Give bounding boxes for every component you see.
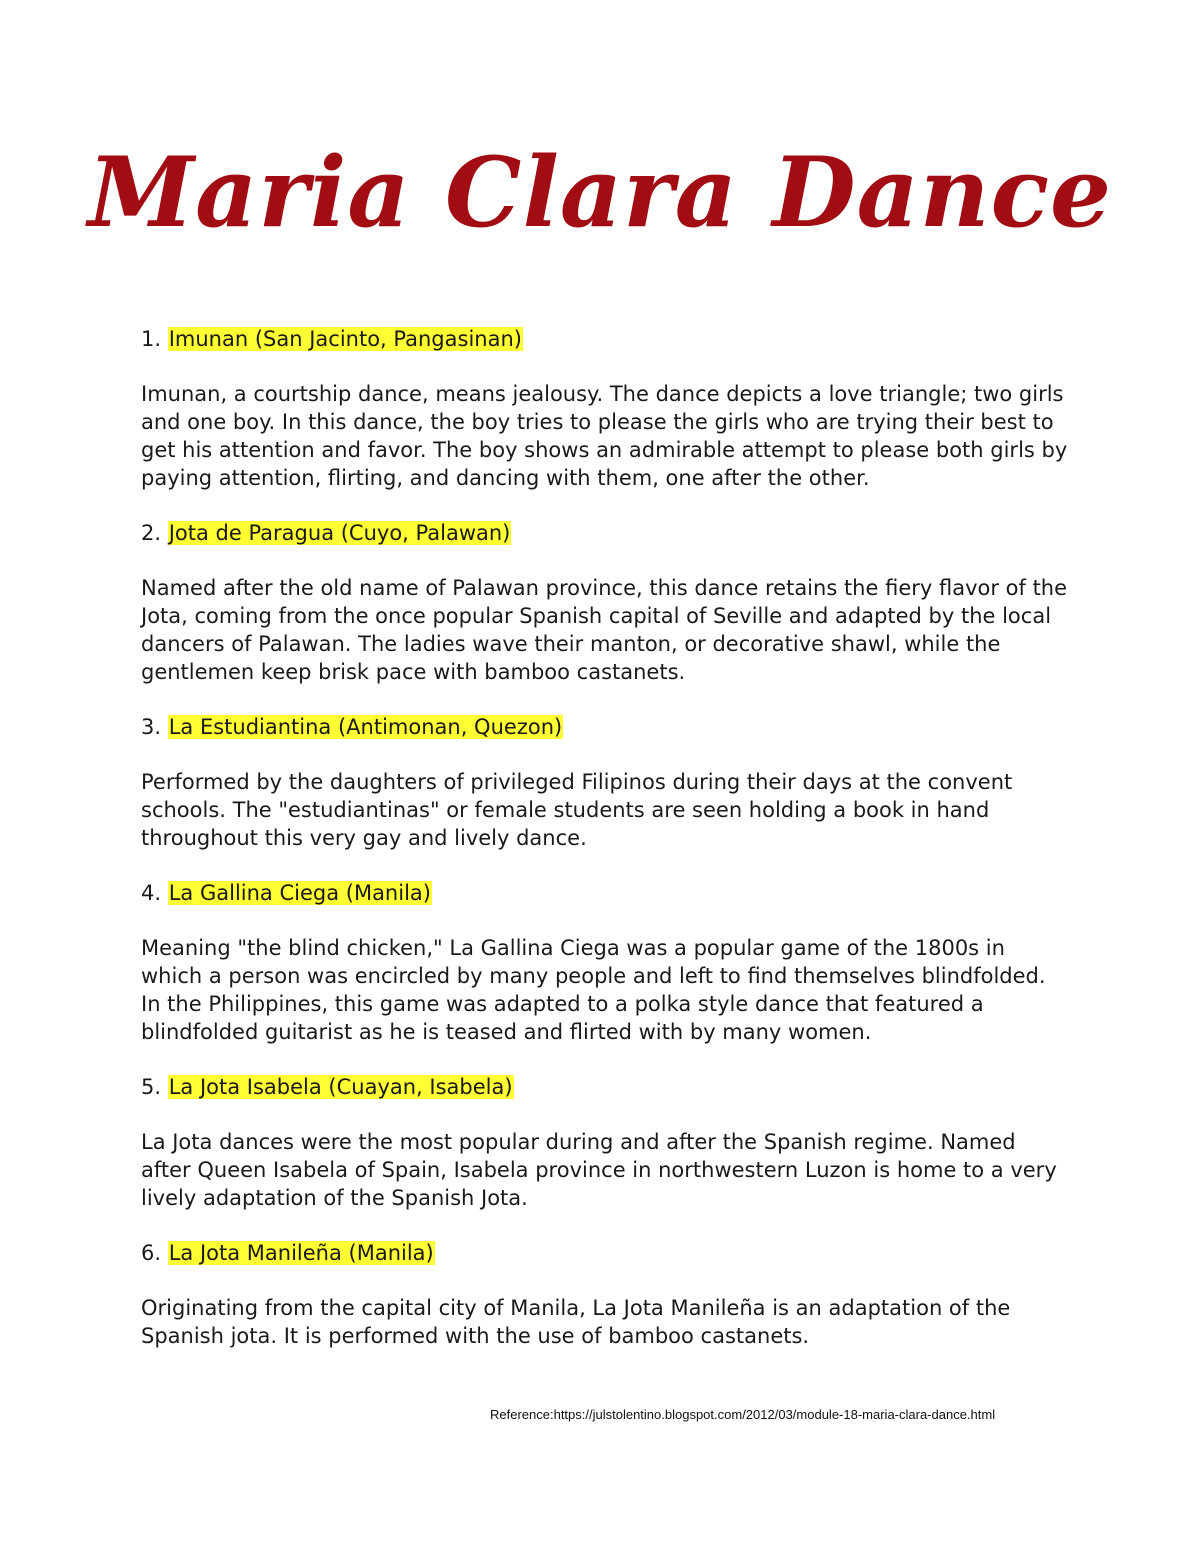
section-heading: [141, 1072, 1071, 1102]
dance-section-1: [141, 324, 1071, 492]
reference-link[interactable]: Reference:https://julstolentino.blogspot.com/2012/03/module-18-maria-clara-dance.html: [490, 1407, 996, 1422]
highlighted-dance-name: La Jota Manileña (Manila): [168, 1241, 434, 1265]
dance-section-6: [141, 1238, 1071, 1350]
dance-section-3: [141, 712, 1071, 852]
section-heading: [141, 878, 1071, 908]
dance-section-5: [141, 1072, 1071, 1212]
dance-section-2: [141, 518, 1071, 686]
highlighted-dance-name: Imunan (San Jacinto, Pangasinan): [168, 327, 522, 351]
section-description: La Jota dances were the most popular during and after the Spanish regime. Named after Queen Isabela of Spain, Isabela province in northwestern Luzon is home to a very lively adaptation of the Spanish Jota.: [141, 1130, 1057, 1210]
section-number: 5.: [141, 1075, 168, 1099]
section-heading: [141, 518, 1071, 548]
section-number: 4.: [141, 881, 168, 905]
page-title: Maria Clara Dance: [87, 136, 1113, 249]
highlighted-dance-name: La Jota Isabela (Cuayan, Isabela): [168, 1075, 513, 1099]
section-description: Meaning "the blind chicken," La Gallina Ciega was a popular game of the 1800s in which a person was encircled by many people and left to find themselves blindfolded. In the Philippines, this game was adapted to a polka style dance that featured a blindfolded guitarist as he is teased and flirted with by many women.: [141, 936, 1046, 1044]
section-number: 6.: [141, 1241, 168, 1265]
section-description: Performed by the daughters of privileged Filipinos during their days at the convent schools. The "estudiantinas" or female students are seen holding a book in hand throughout this very gay and lively dance.: [141, 770, 1013, 850]
section-description: Originating from the capital city of Manila, La Jota Manileña is an adaptation of the Spanish jota. It is performed with the use of bamboo castanets.: [141, 1296, 1011, 1348]
highlighted-dance-name: La Gallina Ciega (Manila): [168, 881, 431, 905]
section-heading: [141, 1238, 1071, 1268]
section-heading: [141, 712, 1071, 742]
section-heading: [141, 324, 1071, 354]
section-number: 1.: [141, 327, 168, 351]
section-number: 2.: [141, 521, 168, 545]
section-description: Named after the old name of Palawan province, this dance retains the fiery flavor of the Jota, coming from the once popular Spanish capital of Seville and adapted by the local dancers of Palawan. The ladies wave their manton, or decorative shawl, while the gentlemen keep brisk pace with bamboo castanets.: [141, 576, 1068, 684]
highlighted-dance-name: Jota de Paragua (Cuyo, Palawan): [168, 521, 511, 545]
section-description: Imunan, a courtship dance, means jealousy. The dance depicts a love triangle; two girls and one boy. In this dance, the boy tries to please the girls who are trying their best to get his attention and favor. The boy shows an admirable attempt to please both girls by paying attention, flirting, and dancing with them, one after the other.: [141, 382, 1068, 490]
highlighted-dance-name: La Estudiantina (Antimonan, Quezon): [168, 715, 563, 739]
dance-section-4: [141, 878, 1071, 1046]
dance-list: [141, 324, 1071, 1376]
section-number: 3.: [141, 715, 168, 739]
